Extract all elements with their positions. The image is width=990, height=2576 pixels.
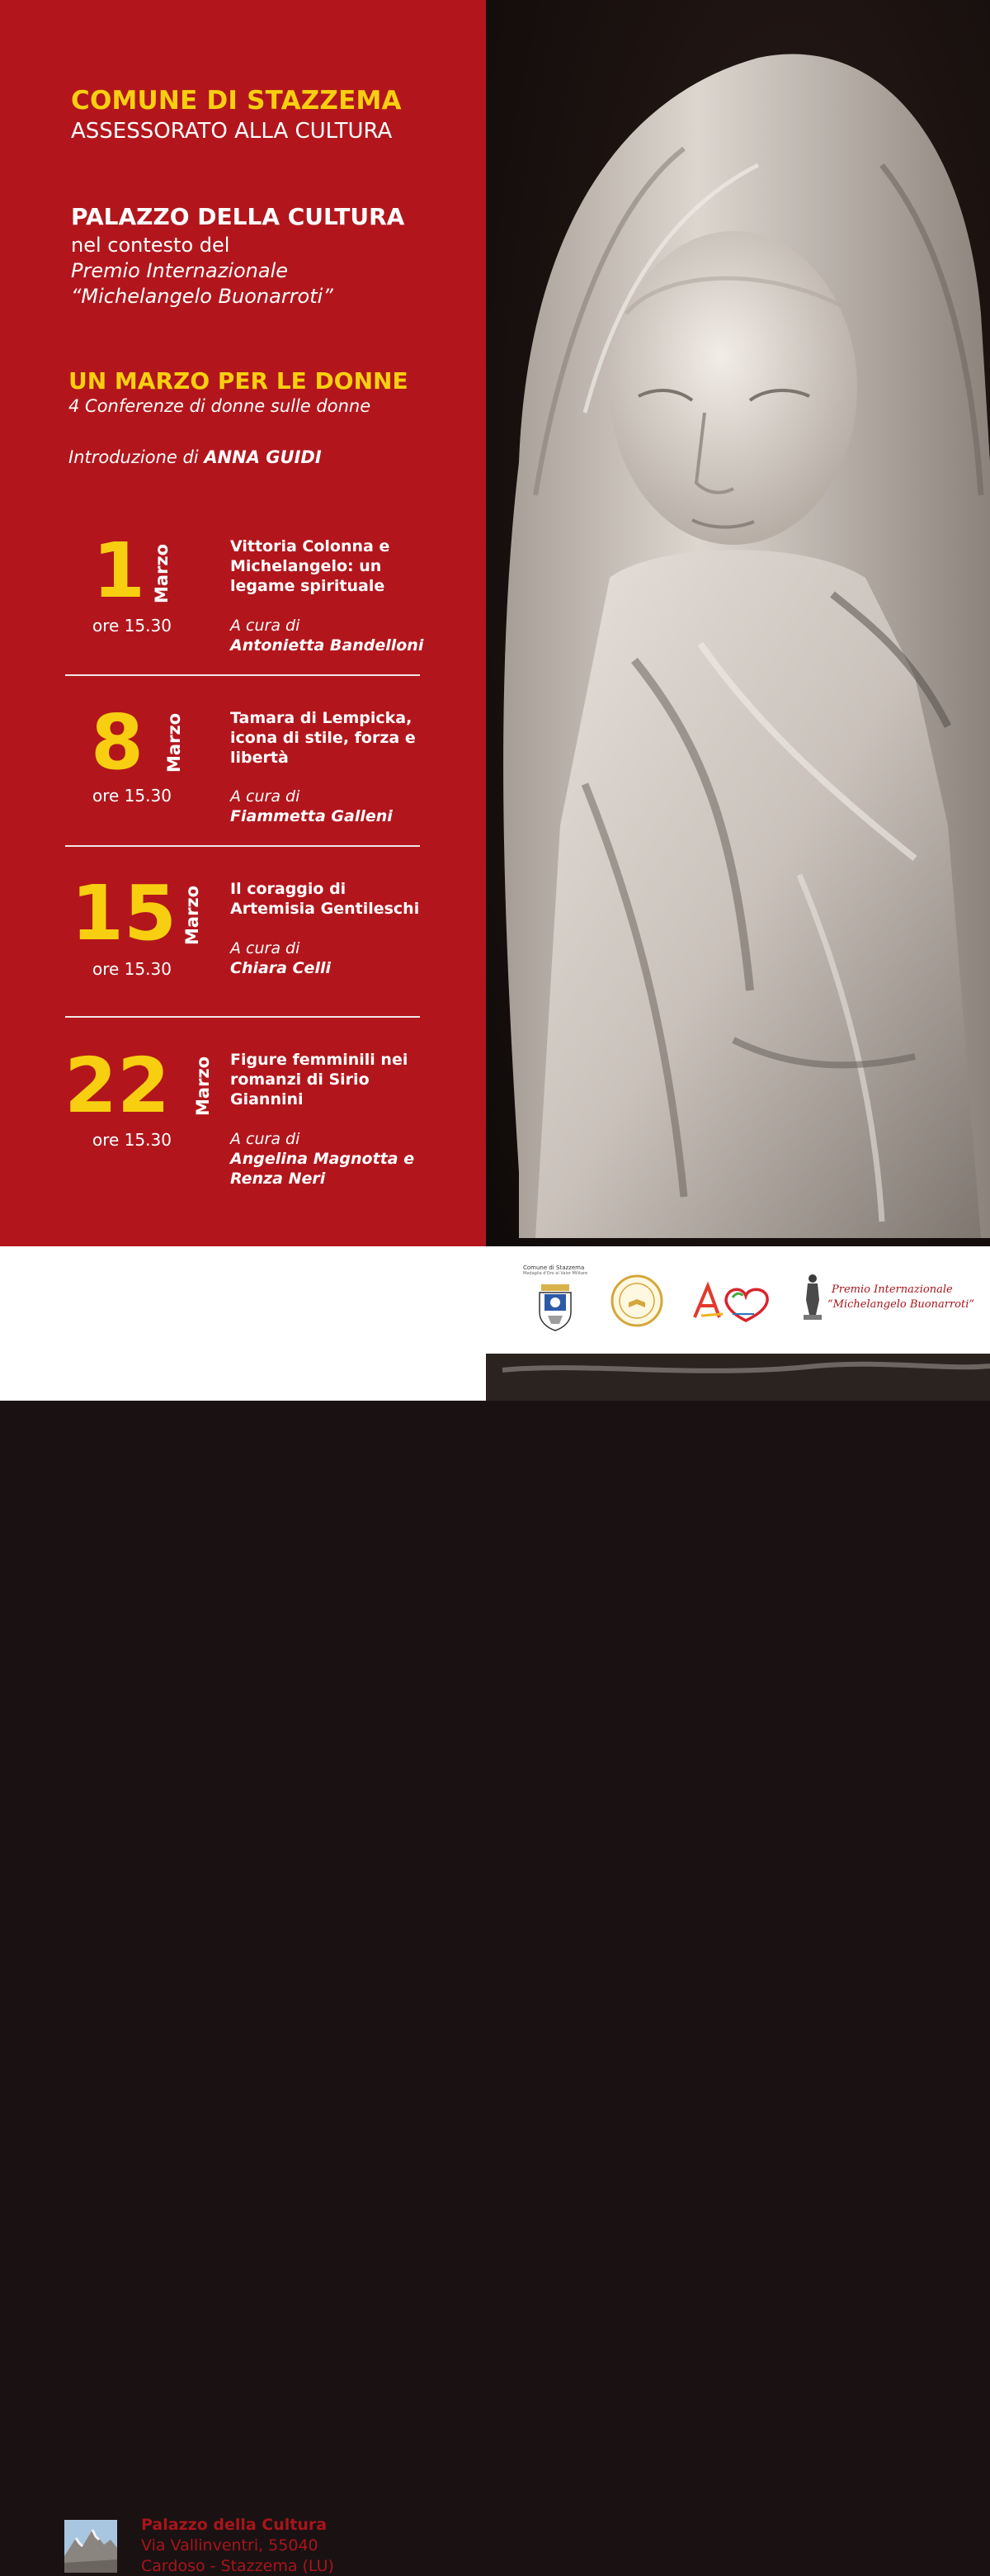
premio-logo (800, 1272, 975, 1330)
curated-by: Antonietta Bandelloni (230, 636, 424, 655)
event-title: Tamara di Lempicka, icona di stile, forza e libertà (230, 709, 416, 767)
event-month: Marzo (193, 1056, 213, 1116)
comune-logo-subtitle: Medaglia d'Oro al Valor Militare (523, 1271, 588, 1276)
comune-logo-title: Comune di Stazzema (523, 1264, 585, 1271)
curated-by: Angelina Magnotta e Renza Neri (230, 1150, 415, 1188)
event-divider (65, 845, 420, 847)
event-divider (65, 1016, 420, 1018)
curated-label: A cura di (230, 939, 300, 957)
intro-line (68, 447, 322, 467)
series-subtitle: 4 Conferenze di donne sulle donne (68, 396, 371, 416)
venue-title: PALAZZO DELLA CULTURA (71, 203, 405, 230)
intro-label: Introduzione di (68, 447, 199, 467)
event-month: Marzo (152, 543, 172, 603)
footer-bottom-strip (0, 1354, 486, 1401)
curated-by: Chiara Celli (230, 959, 331, 977)
event-time: ore 15.30 (92, 786, 172, 806)
event-time: ore 15.30 (92, 616, 172, 636)
curated-label: A cura di (230, 617, 300, 635)
series-title: UN MARZO PER LE DONNE (68, 367, 408, 395)
event-divider (65, 674, 420, 676)
coat-of-arms-icon (535, 1283, 576, 1332)
premio-logo-line-1: Premio Internazionale (832, 1283, 953, 1296)
event-time: ore 15.30 (92, 1130, 172, 1150)
footer-address: Via Vallinventri, 55040 (141, 2536, 318, 2555)
event-title: Vittoria Colonna e Michelangelo: un legame spirituale (230, 537, 390, 595)
event-day: 22 (64, 1042, 171, 1130)
arte-heart-logo-icon (690, 1278, 777, 1324)
statue-photo (486, 0, 990, 1401)
event-title: Figure femminili nei romanzi di Sirio Giannini (230, 1051, 408, 1108)
prize-line-1: Premio Internazionale (71, 259, 289, 282)
comune-logo (523, 1264, 589, 1339)
footer-venue-name: Palazzo della Cultura (141, 2516, 328, 2534)
biblioteca-seal-icon (610, 1274, 663, 1327)
event-day: 1 (92, 527, 146, 615)
event-month: Marzo (164, 712, 184, 773)
curated-by: Fiammetta Galleni (230, 807, 393, 825)
footer-city: Cardoso - Stazzema (LU) (141, 2557, 334, 2575)
curated-label: A cura di (230, 1130, 300, 1148)
premio-logo-line-2: “Michelangelo Buonarroti” (827, 1298, 975, 1311)
event-time: ore 15.30 (92, 959, 172, 979)
org-title: COMUNE DI STAZZEMA (71, 86, 402, 116)
statue-logo-icon (800, 1272, 825, 1326)
red-info-panel (0, 0, 486, 1246)
event-month: Marzo (182, 885, 202, 945)
curated-label: A cura di (230, 787, 300, 806)
dept-title: ASSESSORATO ALLA CULTURA (71, 119, 393, 144)
mountain-photo-icon (64, 2520, 117, 2573)
event-title: Il coraggio di Artemisia Gentileschi (230, 880, 420, 918)
intro-name: ANNA GUIDI (204, 447, 322, 467)
event-day: 15 (71, 869, 177, 957)
prize-line-2: “Michelangelo Buonarroti” (71, 285, 333, 308)
context-text: nel contesto del (71, 234, 230, 257)
event-day: 8 (90, 698, 144, 787)
